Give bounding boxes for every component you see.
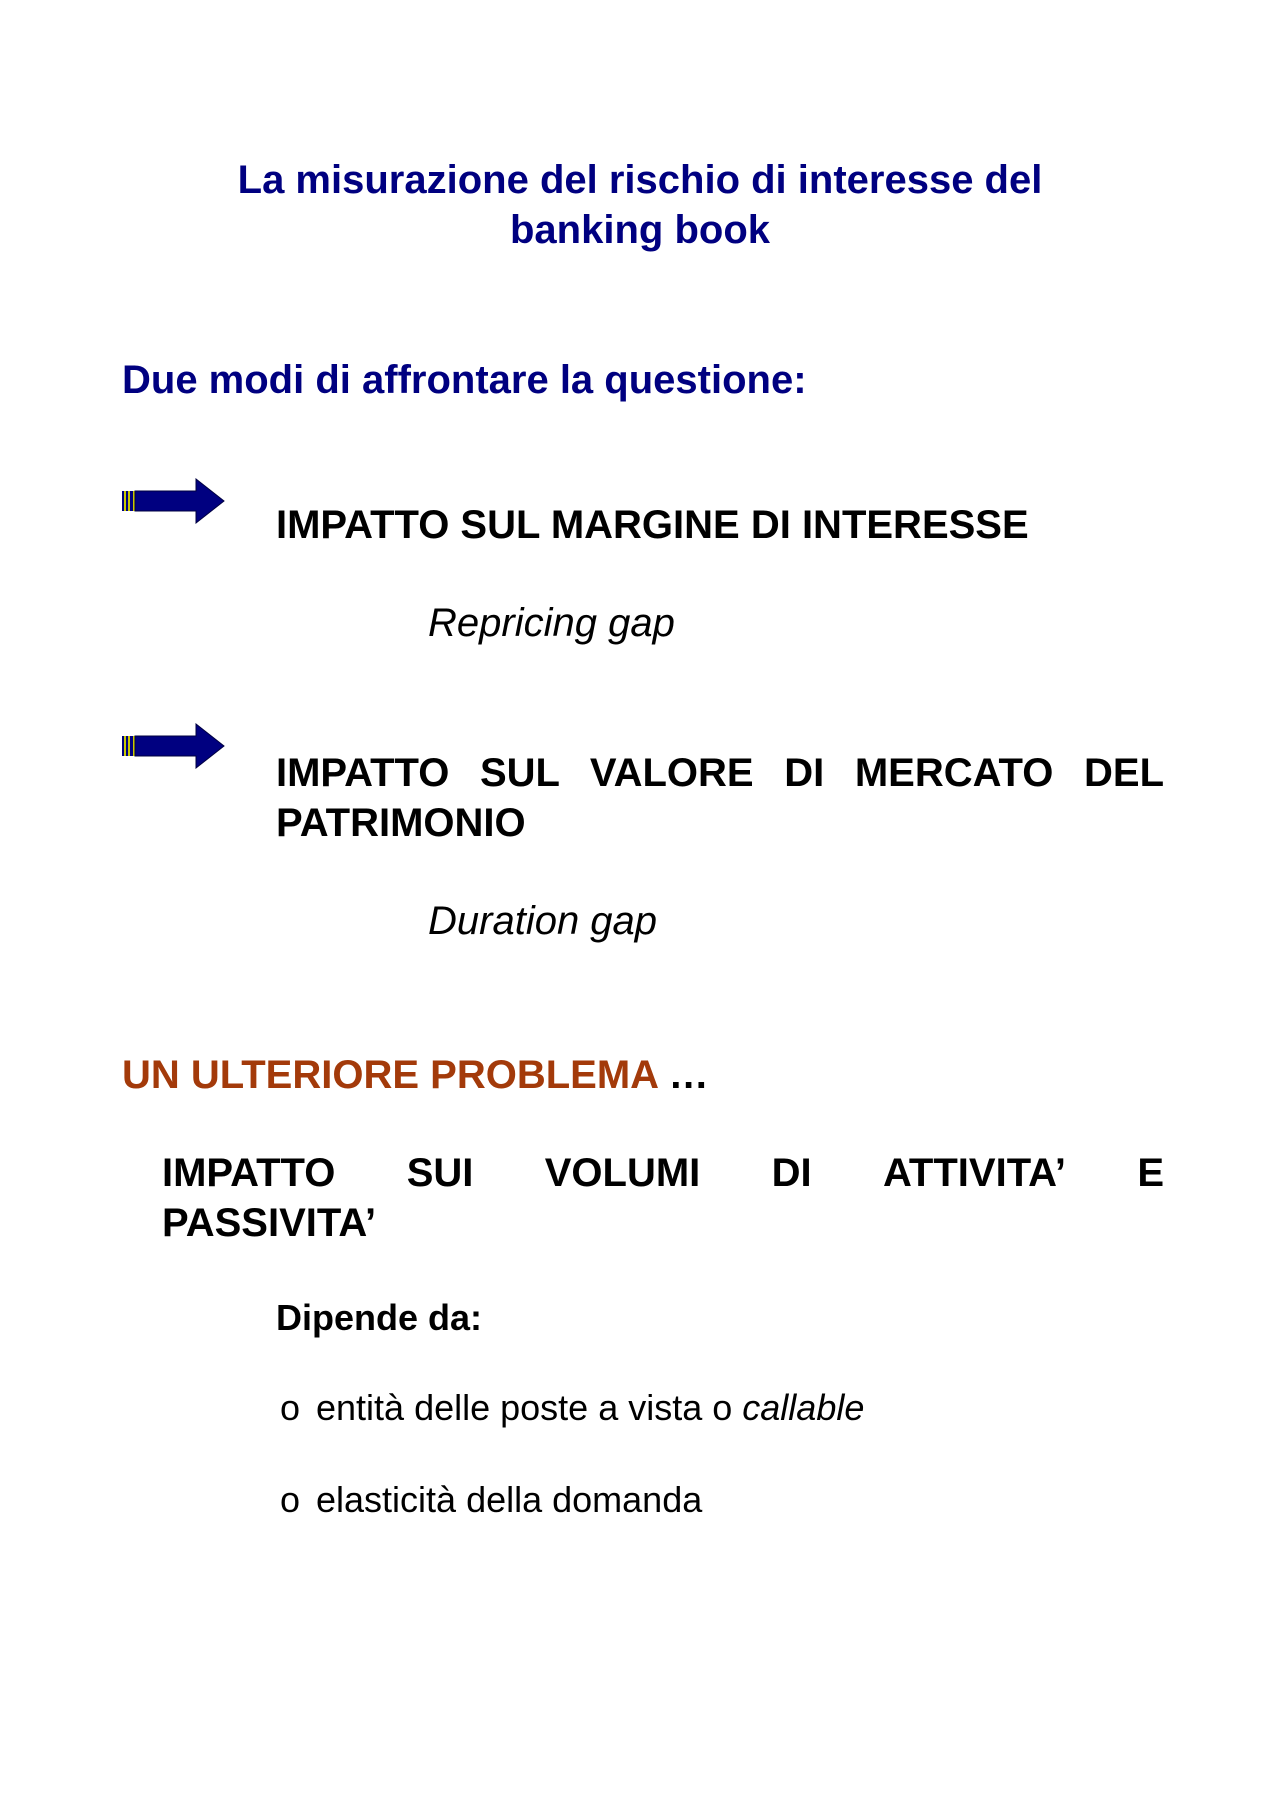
item-heading-market-value: IMPATTO SUL VALORE DI MERCATO DEL PATRIMONIO [276,751,1164,845]
bullet-text: entità delle poste a vista o [316,1387,743,1428]
bullet-marker: o [280,1479,301,1520]
problem-heading [122,1050,709,1100]
bullet-marker: o [280,1387,301,1428]
page-title [140,155,1140,255]
bullet-item [280,1478,702,1522]
bullet-text: elasticità della domanda [316,1479,703,1520]
item-method-repricing-gap: Repricing gap [428,601,675,645]
bullet-text-italic: callable [742,1387,865,1428]
volumes-word: ATTIVITA’ [883,1151,1066,1195]
volumes-heading [162,1148,1164,1248]
bullet-item [280,1386,864,1430]
depends-label: Dipende da: [276,1297,483,1338]
arrow-right-icon [122,478,226,524]
volumes-word: SUI [406,1151,474,1195]
volumes-heading-line1 [162,1148,1164,1198]
item-heading-interest-margin: IMPATTO SUL MARGINE DI INTERESSE [276,503,1029,547]
item-method-duration-gap: Duration gap [428,899,658,943]
volumes-word: DI [771,1151,812,1195]
arrow-right-icon [122,723,226,769]
problem-ellipsis: … [657,1053,709,1097]
section-subtitle: Due modi di affrontare la questione: [122,358,807,402]
page-title-line2: banking book [510,208,770,252]
volumes-word: E [1137,1151,1164,1195]
problem-label: UN ULTERIORE PROBLEMA [122,1053,658,1097]
volumes-word: IMPATTO [162,1151,336,1195]
volumes-heading-line2: PASSIVITA’ [162,1201,377,1245]
volumes-word: VOLUMI [544,1151,701,1195]
page-title-line1: La misurazione del rischio di interesse del [237,158,1043,202]
